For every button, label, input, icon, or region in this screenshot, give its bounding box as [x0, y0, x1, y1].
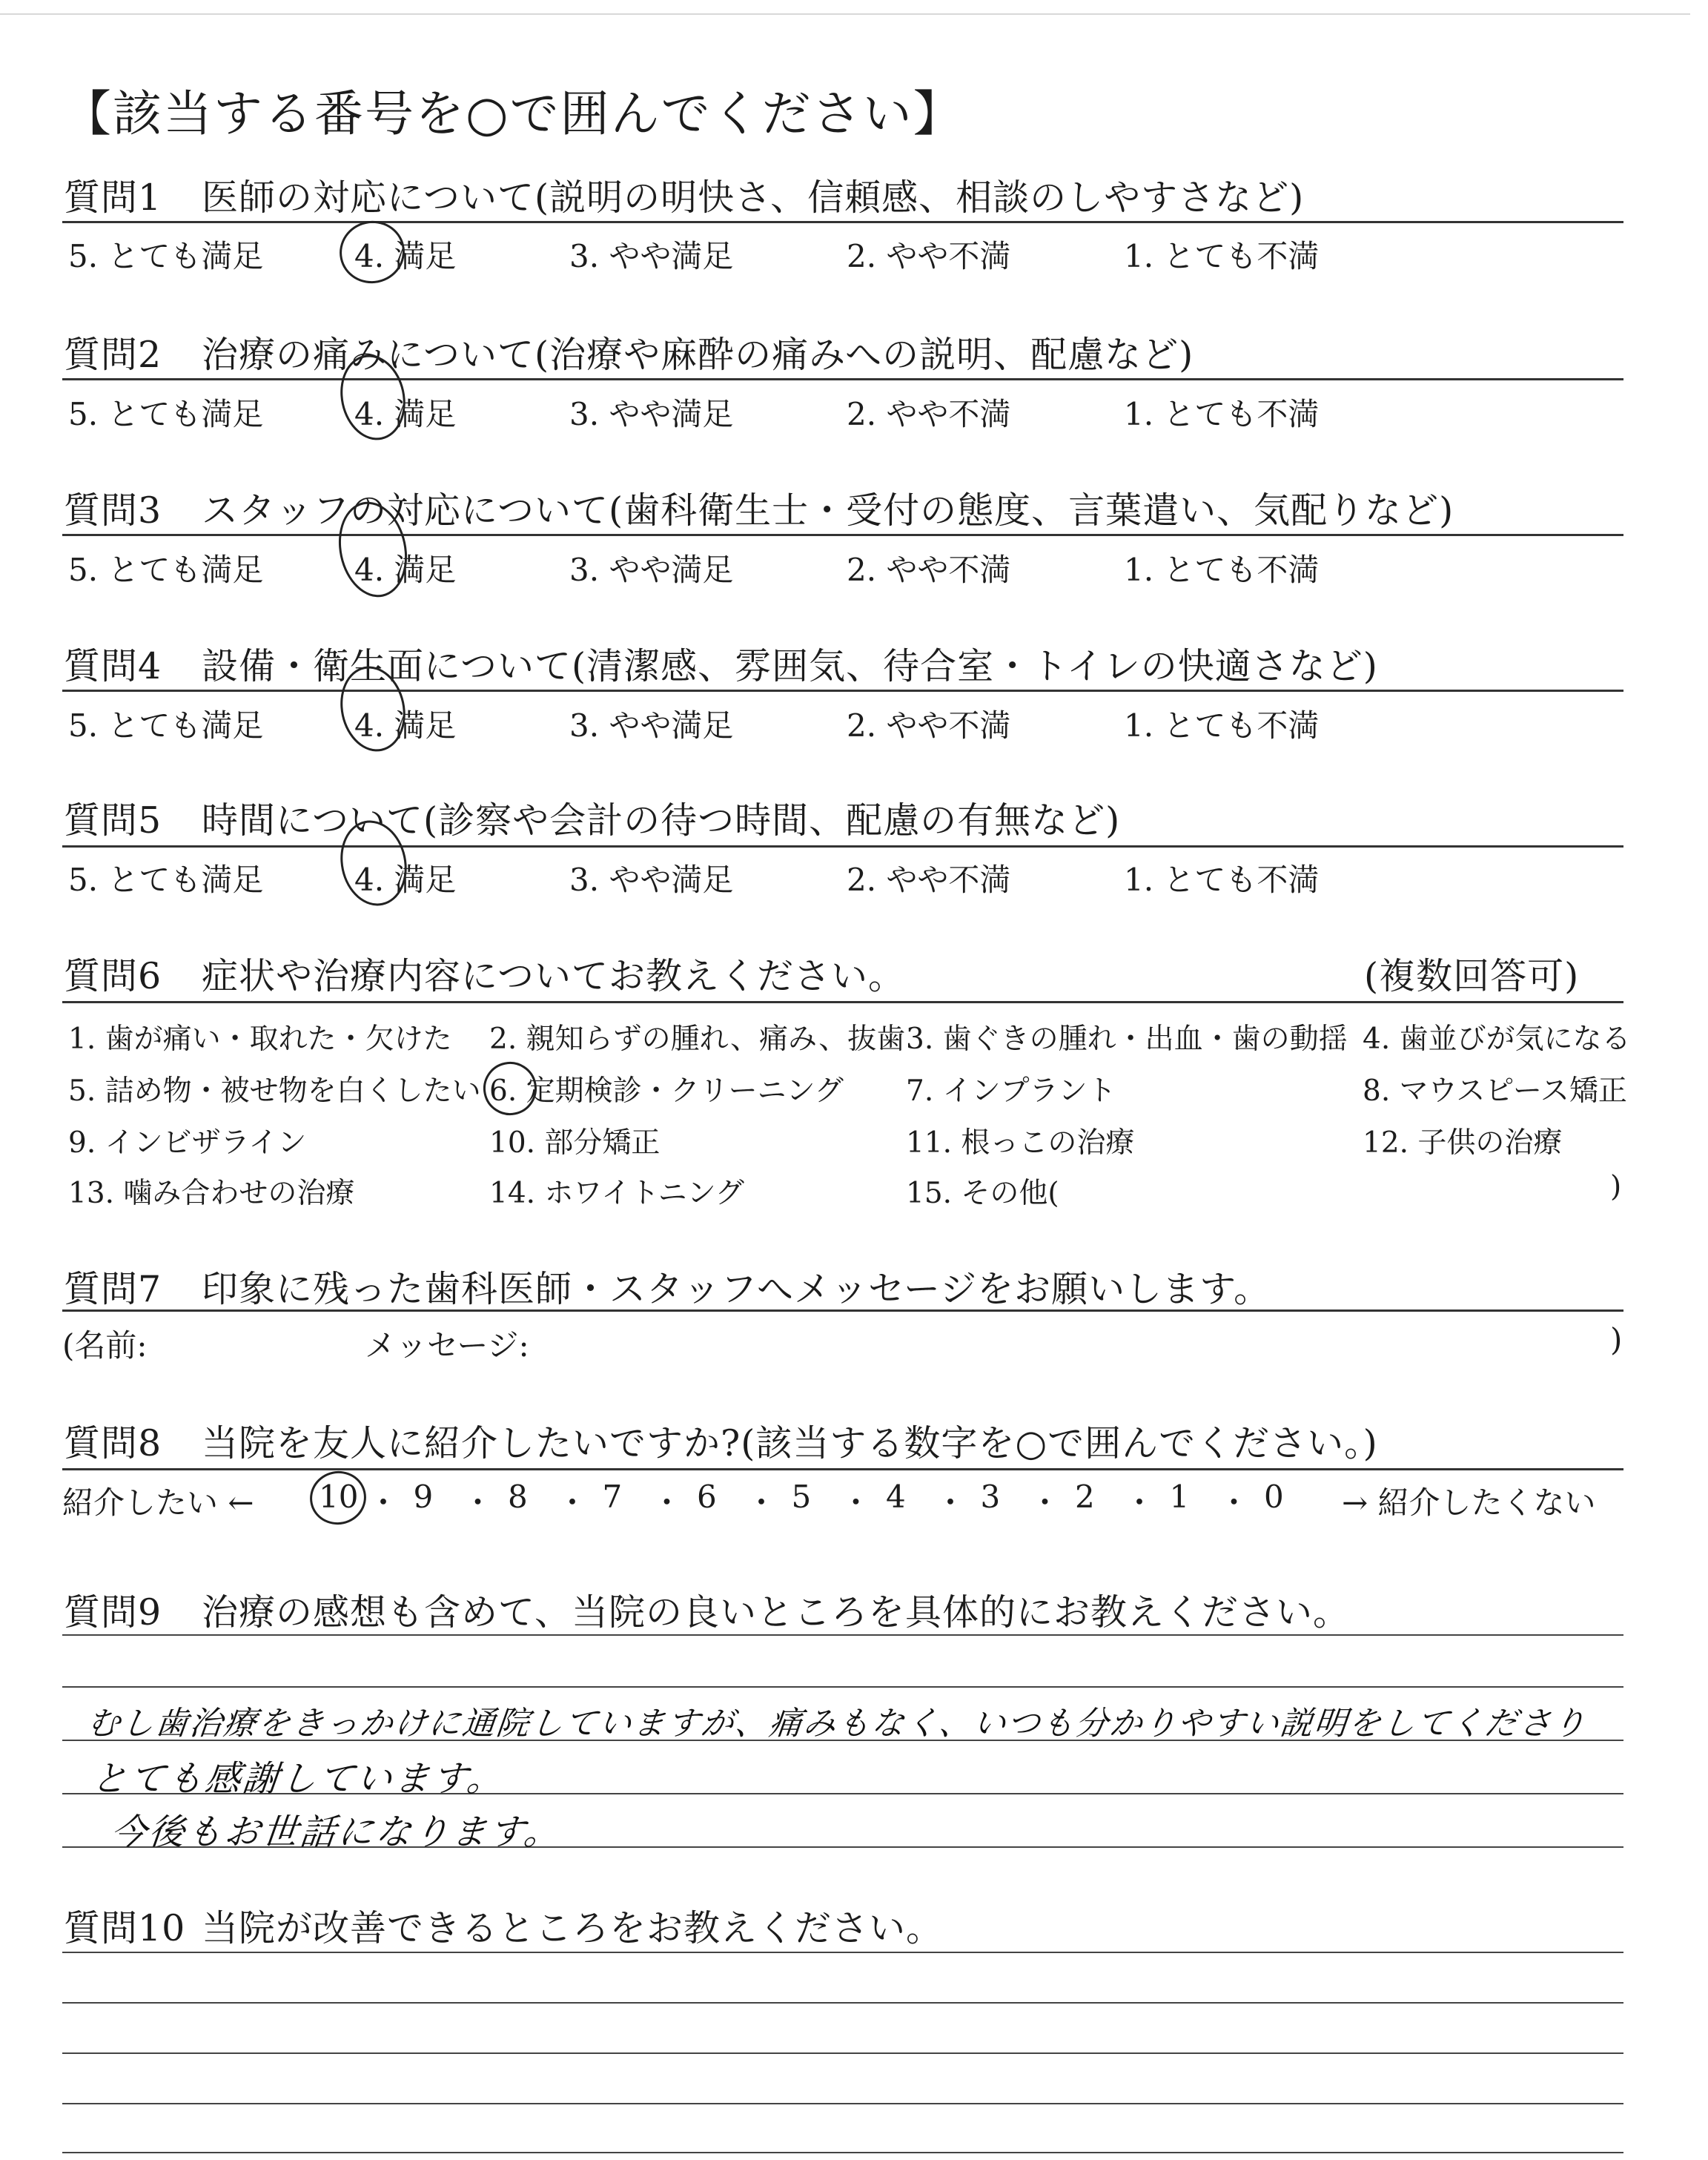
symptom-option-other[interactable]: 15. その他(	[906, 1177, 1059, 1210]
answer-line	[62, 1634, 1623, 1636]
selection-circle	[334, 215, 411, 289]
rule-line	[62, 845, 1623, 848]
scale-separator-dot: ・	[1029, 1484, 1061, 1521]
symptom-option[interactable]: 6. 定期検診・クリーニング	[489, 1074, 844, 1108]
question-text: 設備・衛生面について(清潔感、雰囲気、待合室・トイレの快適さなど)	[202, 645, 1378, 687]
question-number: 質問3	[64, 489, 162, 532]
scan-top-edge	[0, 13, 1690, 15]
answer-line	[62, 1686, 1623, 1688]
question-text: 当院が改善できるところをお教えください。	[202, 1907, 944, 1949]
rule-line	[62, 1001, 1623, 1003]
other-close-paren: )	[1610, 1170, 1622, 1203]
symptom-option[interactable]: 1. 歯が痛い・取れた・欠けた	[68, 1023, 452, 1056]
question-number: 質問7	[64, 1268, 162, 1310]
option-2[interactable]: 2. やや不満	[847, 552, 1011, 588]
scale-separator-dot: ・	[557, 1484, 589, 1521]
symptom-option[interactable]: 14. ホワイトニング	[489, 1177, 744, 1210]
scale-value[interactable]: 6	[697, 1479, 717, 1515]
rule-line	[62, 1468, 1623, 1470]
question-title	[64, 1900, 943, 1952]
scale-value[interactable]: 3	[980, 1479, 1001, 1515]
option-3[interactable]: 3. やや満足	[569, 396, 734, 432]
option-1[interactable]: 1. とても不満	[1124, 552, 1320, 588]
option-5[interactable]: 5. とても満足	[68, 707, 264, 744]
option-3[interactable]: 3. やや満足	[569, 238, 734, 274]
option-3[interactable]: 3. やや満足	[569, 862, 734, 898]
handwritten-answer-line: とても感謝しています。	[89, 1758, 507, 1800]
scale-value[interactable]: 5	[791, 1479, 812, 1515]
option-4[interactable]: 4. 満足	[354, 862, 457, 898]
question-text: 医師の対応について(説明の明快さ、信頼感、相談のしやすさなど)	[202, 176, 1305, 219]
symptom-option[interactable]: 5. 詰め物・被せ物を白くしたい	[68, 1074, 481, 1108]
question-title	[64, 169, 1304, 221]
rule-line	[62, 221, 1623, 223]
option-5[interactable]: 5. とても満足	[68, 862, 264, 898]
question-text: 印象に残った歯科医師・スタッフへメッセージをお願いします。	[202, 1268, 1271, 1310]
option-4[interactable]: 4. 満足	[354, 396, 457, 432]
scale-value[interactable]: 4	[886, 1479, 906, 1515]
question-text: 治療の痛みについて(治療や麻酔の痛みへの説明、配慮など)	[202, 334, 1194, 376]
message-label: メッセージ:	[365, 1327, 529, 1364]
question-title	[64, 1415, 1378, 1467]
option-5[interactable]: 5. とても満足	[68, 552, 264, 588]
rule-line	[62, 690, 1623, 692]
question-number: 質問6	[64, 955, 162, 997]
option-5[interactable]: 5. とても満足	[68, 396, 264, 432]
question-text: スタッフの対応について(歯科衛生士・受付の態度、言葉遣い、気配りなど)	[202, 489, 1454, 532]
rule-line	[62, 534, 1623, 536]
selection-circle	[478, 1057, 541, 1120]
symptom-option[interactable]: 2. 親知らずの腫れ、痛み、抜歯	[489, 1023, 906, 1056]
scale-value[interactable]: 9	[413, 1479, 434, 1515]
question-number: 質問10	[64, 1907, 186, 1949]
answer-line	[62, 2002, 1623, 2004]
scale-value[interactable]: 0	[1264, 1479, 1284, 1515]
scale-separator-dot: ・	[746, 1484, 778, 1521]
question-number: 質問8	[64, 1422, 162, 1464]
symptom-option[interactable]: 9. インビザライン	[68, 1126, 307, 1160]
question-title	[64, 638, 1378, 690]
symptom-option[interactable]: 4. 歯並びが気になる	[1363, 1023, 1631, 1056]
symptom-option[interactable]: 7. インプラント	[906, 1074, 1116, 1108]
rule-line	[62, 378, 1623, 380]
scale-value[interactable]: 8	[508, 1479, 528, 1515]
question-title	[64, 482, 1454, 534]
symptom-option[interactable]: 12. 子供の治療	[1363, 1126, 1563, 1160]
scale-separator-dot: ・	[368, 1484, 400, 1521]
answer-line	[62, 2103, 1623, 2104]
question-number: 質問5	[64, 799, 162, 842]
option-2[interactable]: 2. やや不満	[847, 396, 1011, 432]
option-4[interactable]: 4. 満足	[354, 238, 457, 274]
scale-separator-dot: ・	[935, 1484, 967, 1521]
form-instruction: 【該当する番号を○で囲んでください】	[62, 85, 964, 142]
rule-line	[62, 1309, 1623, 1312]
selection-circle	[305, 1466, 371, 1530]
question-number: 質問4	[64, 645, 162, 687]
question-title	[64, 792, 1120, 844]
question-number: 質問2	[64, 334, 162, 376]
handwritten-answer-line: むし歯治療をきっかけに通院していますが、痛みもなく、いつも分かりやすい説明をしてくださり	[85, 1705, 1589, 1743]
symptom-option[interactable]: 3. 歯ぐきの腫れ・出血・歯の動揺	[906, 1023, 1348, 1056]
scale-separator-dot: ・	[1124, 1484, 1156, 1521]
recommend-left-label: 紹介したい ←	[62, 1484, 254, 1521]
question-text: 症状や治療内容についてお教えください。	[202, 955, 906, 997]
question-text: 時間について(診察や会計の待つ時間、配慮の有無など)	[202, 799, 1121, 842]
scale-value[interactable]: 2	[1075, 1479, 1095, 1515]
option-2[interactable]: 2. やや不満	[847, 707, 1011, 744]
option-4[interactable]: 4. 満足	[354, 707, 457, 744]
question-title	[64, 326, 1194, 378]
name-label: (名前:	[62, 1327, 148, 1364]
scale-separator-dot: ・	[1218, 1484, 1250, 1521]
symptom-option[interactable]: 13. 噛み合わせの治療	[68, 1177, 355, 1210]
option-1[interactable]: 1. とても不満	[1124, 707, 1320, 744]
symptom-option[interactable]: 8. マウスピース矯正	[1363, 1074, 1627, 1108]
answer-line	[62, 2152, 1623, 2153]
multiple-answer-note: (複数回答可)	[1364, 955, 1580, 997]
option-3[interactable]: 3. やや満足	[569, 707, 734, 744]
question-title	[64, 1261, 1271, 1312]
option-3[interactable]: 3. やや満足	[569, 552, 734, 588]
option-2[interactable]: 2. やや不満	[847, 862, 1011, 898]
answer-line	[62, 1952, 1623, 1953]
recommend-right-label: → 紹介したくない	[1342, 1484, 1596, 1521]
option-5[interactable]: 5. とても満足	[68, 238, 264, 274]
question-text: 当院を友人に紹介したいですか?(該当する数字を○で囲んでください。)	[202, 1422, 1378, 1464]
scale-value[interactable]: 7	[602, 1479, 623, 1515]
question-text: 治療の感想も含めて、当院の良いところを具体的にお教えください。	[202, 1591, 1351, 1634]
handwritten-answer-line: 今後もお世話になります。	[108, 1811, 564, 1853]
option-1[interactable]: 1. とても不満	[1124, 396, 1320, 432]
question-number: 質問9	[64, 1591, 162, 1634]
scale-separator-dot: ・	[840, 1484, 872, 1521]
scale-value[interactable]: 1	[1169, 1479, 1190, 1515]
scale-value[interactable]: 10	[319, 1479, 359, 1515]
question-title	[64, 1584, 1350, 1636]
question-number: 質問1	[64, 176, 162, 219]
answer-line	[62, 2052, 1623, 2054]
close-paren: )	[1610, 1321, 1623, 1358]
symptom-option[interactable]: 10. 部分矯正	[489, 1126, 661, 1160]
question-title	[64, 948, 905, 1000]
scale-separator-dot: ・	[651, 1484, 683, 1521]
option-2[interactable]: 2. やや不満	[847, 238, 1011, 274]
option-4[interactable]: 4. 満足	[354, 552, 457, 588]
scale-separator-dot: ・	[462, 1484, 494, 1521]
option-1[interactable]: 1. とても不満	[1124, 238, 1320, 274]
symptom-option[interactable]: 11. 根っこの治療	[906, 1126, 1135, 1160]
option-1[interactable]: 1. とても不満	[1124, 862, 1320, 898]
